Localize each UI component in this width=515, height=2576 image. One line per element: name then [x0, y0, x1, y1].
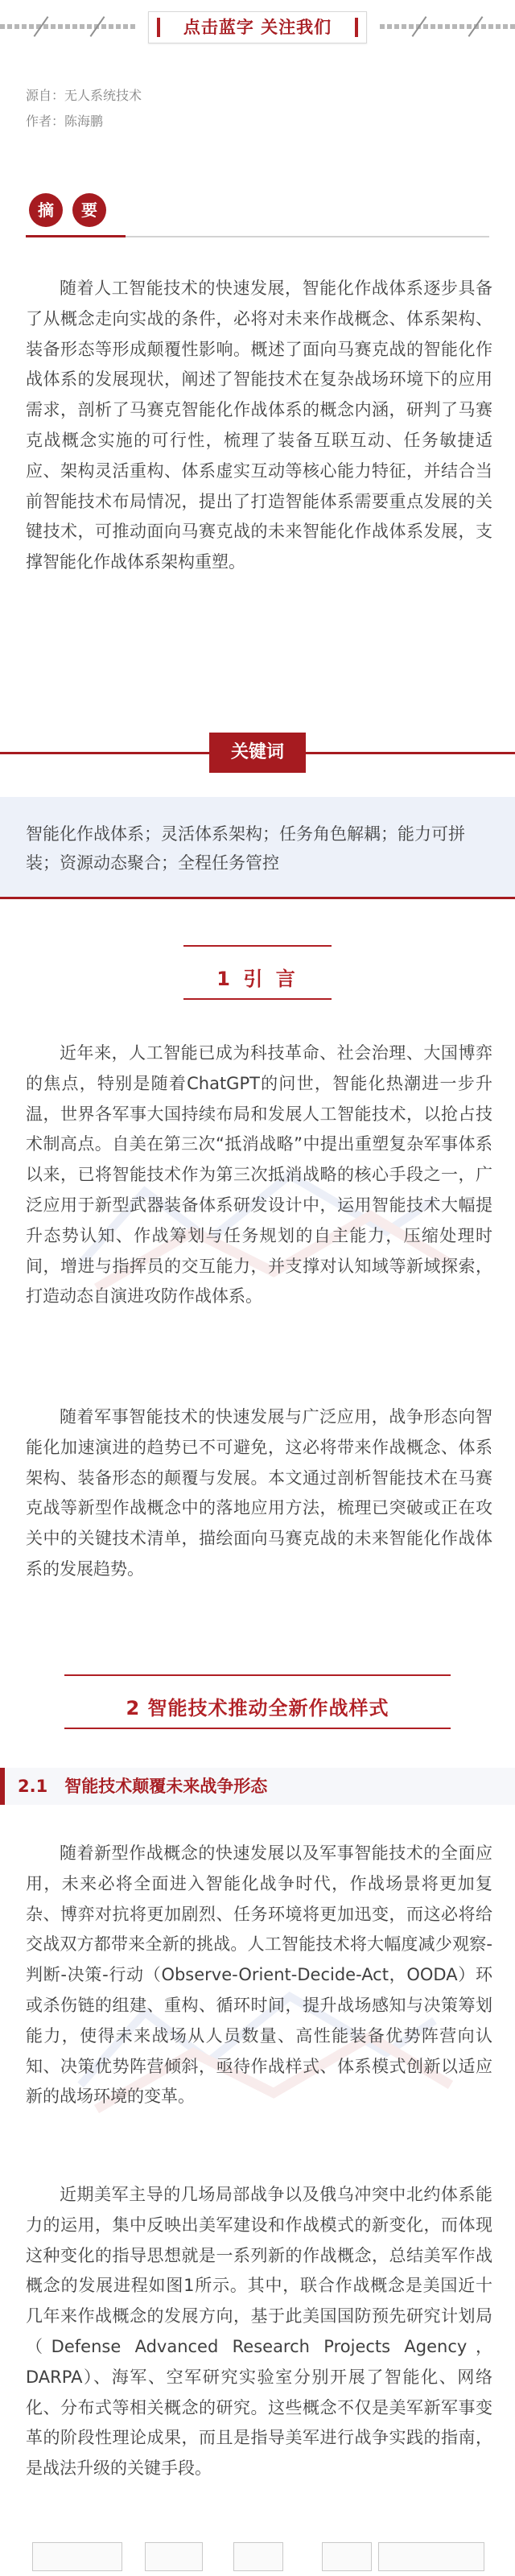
- follow-us-label: 点击蓝字 关注我们: [183, 18, 332, 37]
- subsection-title: 2.1 智能技术颠覆未来战争形态: [18, 1777, 268, 1796]
- subsection-heading: [0, 1768, 515, 1805]
- keywords-label: 关键词: [209, 733, 306, 773]
- subsection-accent-bar: [0, 1768, 5, 1805]
- introduction-paragraph: 随着军事智能技术的快速发展与广泛应用，战争形态向智能化加速演进的趋势已不可避免，这必将带来作战概念、体系架构、装备形态的颠覆与发展。本文通过剖析智能技术在马赛克战等新型作战概念中的落地应用方法，梳理已突破或正在攻关中的关键技术清单，描绘面向马赛克战的未来智能化作战体系的发展趋势。: [26, 1407, 492, 1579]
- section-title-rule: [64, 1674, 451, 1676]
- abstract-divider-grey: [126, 236, 489, 237]
- top-banner: [0, 0, 515, 52]
- article-author: 作者：陈海鹏: [26, 114, 104, 129]
- barbed-wire-left: [0, 24, 135, 29]
- abstract-heading-char: 摘: [29, 193, 63, 227]
- figure-cell: [322, 2542, 372, 2571]
- section-title-intelligent-tech: 2 智能技术推动全新作战样式: [126, 1697, 389, 1719]
- article-source: 源自：无人系统技术: [26, 88, 142, 103]
- figure-cell: [233, 2542, 283, 2571]
- section-title-rule: [183, 945, 332, 947]
- section-title-rule: [183, 998, 332, 1000]
- figure-cell: [32, 2542, 122, 2571]
- section-title-rule: [64, 1728, 451, 1729]
- section-paragraph: 随着新型作战概念的快速发展以及军事智能技术的全面应用，未来必将全面进入智能化战争时代，作战场景将更加复杂、博弈对抗将更加剧烈、任务环境将更加迅变，而这必将给交战双方都带来全新的挑战。人工智能技术将大幅度减少观察-判断-决策-行动（Observe-Orient-Decide-Act，OODA）环或杀伤链的组建、重构、循环时间，提升战场感知与决策筹划能力，使得未来战场从人员数量、高性能装备优势阵营向认知、决策优势阵营倾斜，亟待作战样式、体系模式创新以适应新的战场环境的变革。: [26, 1843, 492, 2107]
- figure-cell: [145, 2542, 203, 2571]
- abstract-heading-char: 要: [72, 193, 106, 227]
- abstract-text: 随着人工智能技术的快速发展，智能化作战体系逐步具备了从概念走向实战的条件，必将对未来作战概念、体系架构、装备形态等形成颠覆性影响。概述了面向马赛克战的智能化作战体系的发展现状，阐述了智能技术在复杂战场环境下的应用需求，剖析了马赛克智能化作战体系的概念内涵，研判了马赛克战概念实施的可行性，梳理了装备互联互动、任务敏捷适应、架构灵活重构、体系虚实互动等核心能力特征，并结合当前智能技术布局情况，提出了打造智能体系需要重点发展的关键技术，可推动面向马赛克战的未来智能化作战体系发展，支撑智能化作战体系架构重塑。: [26, 279, 492, 572]
- section-title-introduction: 1 引 言: [216, 968, 299, 990]
- introduction-paragraph: 近年来，人工智能已成为科技革命、社会治理、大国博弈的焦点，特别是随着ChatGPT的问世，智能化热潮进一步升温，世界各军事大国持续布局和发展人工智能技术，以抢占技术制高点。自美在第三次“抵消战略”中提出重塑复杂军事体系以来，已将智能技术作为第三次抵消战略的核心手段之一，广泛应用于新型武器装备体系研发设计中，运用智能技术大幅提升态势认知、作战筹划与任务规划的自主能力，压缩处理时间，增进与指挥员的交互能力，并支撑对认知域等新域探索，打造动态自演进攻防作战体系。: [26, 1043, 492, 1307]
- figure-preview-strip: [0, 2536, 515, 2576]
- keywords-bottom-divider: [0, 897, 515, 899]
- section-paragraph: 近期美军主导的几场局部战争以及俄乌冲突中北约体系能力的运用，集中反映出美军建设和作战模式的新变化，而体现这种变化的指导思想就是一系列新的作战概念，总结美军作战概念的发展进程如图1所示。其中，联合作战概念是美国近十几年来作战概念的发展方向，基于此美国国防预先研究计划局（Defense Advanced Research Projects Agency，DARPA）、海军、空军研究实验室分别开展了智能化、网络化、分布式等相关概念的研究。这些概念不仅是美军新军事变革的阶段性理论成果，而且是指导美军进行战争实践的指南，是战法升级的关键手段。: [26, 2185, 492, 2479]
- figure-cell: [378, 2542, 484, 2571]
- barbed-wire-right: [380, 24, 515, 29]
- abstract-divider-red: [26, 235, 126, 237]
- follow-us-button[interactable]: [148, 11, 367, 43]
- keywords-text: 智能化作战体系；灵活体系架构；任务角色解耦；能力可拼装；资源动态聚合；全程任务管控: [26, 824, 465, 873]
